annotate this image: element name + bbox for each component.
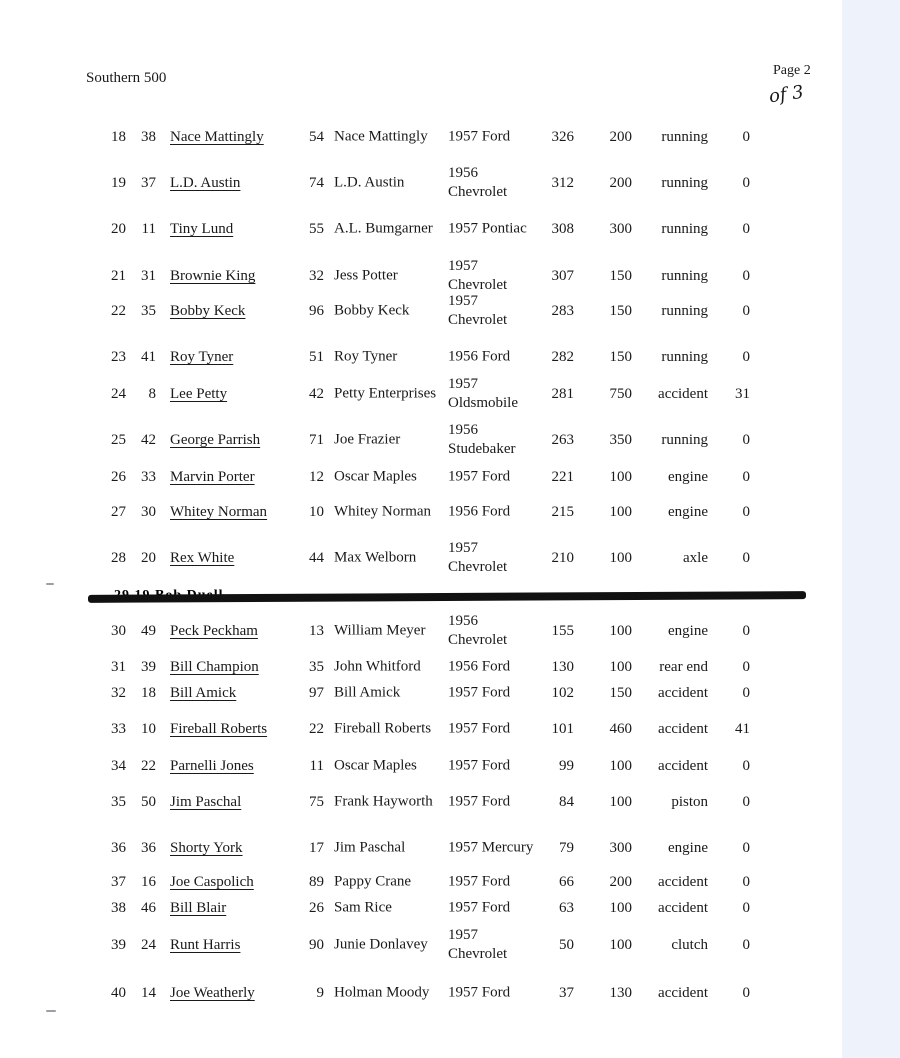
laps-cell: 101 [551, 721, 574, 737]
points-cell: 0 [742, 623, 750, 639]
points-cell: 31 [735, 386, 750, 402]
table-row [0, 971, 842, 1015]
start-cell: 30 [141, 504, 156, 520]
start-cell: 50 [141, 794, 156, 810]
driver-cell: Joe Weatherly [170, 985, 255, 1001]
money-cell: 300 [609, 221, 632, 237]
driver-cell: Marvin Porter [170, 469, 255, 485]
position-cell: 23 [111, 349, 126, 365]
vehicle-cell: 1957 Oldsmobile [448, 376, 518, 411]
laps-cell: 308 [551, 221, 574, 237]
driver-cell: Whitey Norman [170, 504, 268, 520]
status-cell: running [661, 432, 708, 448]
start-cell: 33 [141, 469, 156, 485]
status-cell: accident [658, 721, 708, 737]
driver-cell: Bobby Keck [170, 303, 246, 319]
start-cell: 11 [141, 221, 156, 237]
car-number-cell: 35 [309, 659, 324, 675]
position-cell: 36 [111, 840, 126, 856]
position-cell: 28 [111, 550, 126, 566]
car-number-cell: 71 [309, 432, 324, 448]
status-cell: engine [668, 623, 708, 639]
money-cell: 100 [609, 550, 632, 566]
status-cell: running [661, 221, 708, 237]
position-cell: 26 [111, 469, 126, 485]
position-cell: 35 [111, 794, 126, 810]
owner-cell: Sam Rice [334, 899, 392, 916]
points-cell: 0 [742, 985, 750, 1001]
car-number-cell: 97 [309, 685, 324, 701]
money-cell: 200 [609, 175, 632, 191]
driver-cell: Joe Caspolich [170, 874, 254, 890]
points-cell: 0 [742, 221, 750, 237]
table-row [0, 536, 842, 580]
points-cell: 0 [742, 840, 750, 856]
car-number-cell: 75 [309, 794, 324, 810]
money-cell: 750 [609, 386, 632, 402]
position-cell: 31 [111, 659, 126, 675]
laps-cell: 221 [551, 469, 574, 485]
laps-cell: 66 [559, 874, 574, 890]
vehicle-cell: 1957 Ford [448, 757, 511, 774]
driver-cell: Brownie King [170, 268, 256, 284]
driver-cell: Bill Blair [170, 900, 227, 916]
laps-cell: 282 [551, 349, 574, 365]
owner-cell: Max Welborn [334, 549, 417, 566]
money-cell: 100 [609, 937, 632, 953]
handwritten-page-total: of 3 [767, 81, 805, 108]
vehicle-cell: 1957 Pontiac [448, 220, 527, 237]
vehicle-cell: 1956 Studebaker [448, 422, 516, 457]
vehicle-cell: 1957 Ford [448, 873, 511, 890]
car-number-cell: 42 [309, 386, 324, 402]
status-cell: running [661, 129, 708, 145]
laps-cell: 99 [559, 758, 574, 774]
driver-cell: Nace Mattingly [170, 129, 264, 145]
points-cell: 0 [742, 504, 750, 520]
points-cell: 0 [742, 758, 750, 774]
laps-cell: 130 [551, 659, 574, 675]
status-cell: accident [658, 985, 708, 1001]
car-number-cell: 90 [309, 937, 324, 953]
vehicle-cell: 1956 Chevrolet [448, 613, 508, 648]
side-panel [842, 0, 900, 1058]
position-cell: 21 [111, 268, 126, 284]
driver-cell: Rex White [170, 550, 235, 566]
table-row [0, 923, 842, 967]
driver-cell: George Parrish [170, 432, 261, 448]
status-cell: accident [658, 874, 708, 890]
start-cell: 38 [141, 129, 156, 145]
vehicle-cell: 1957 Chevrolet [448, 258, 508, 293]
position-cell: 39 [111, 937, 126, 953]
owner-cell: Bill Amick [334, 684, 401, 701]
laps-cell: 281 [551, 386, 574, 402]
money-cell: 200 [609, 874, 632, 890]
position-cell: 30 [111, 623, 126, 639]
position-cell: 27 [111, 504, 126, 520]
status-cell: running [661, 175, 708, 191]
vehicle-cell: 1957 Mercury [448, 839, 534, 856]
money-cell: 350 [609, 432, 632, 448]
money-cell: 150 [609, 268, 632, 284]
start-cell: 18 [141, 685, 156, 701]
car-number-cell: 55 [309, 221, 324, 237]
money-cell: 200 [609, 129, 632, 145]
table-row [0, 207, 842, 251]
driver-cell: L.D. Austin [170, 175, 241, 191]
owner-cell: John Whitford [334, 658, 421, 675]
table-row [0, 289, 842, 333]
car-number-cell: 89 [309, 874, 324, 890]
driver-cell: Bill Champion [170, 659, 259, 675]
position-cell: 38 [111, 900, 126, 916]
vehicle-cell: 1956 Ford [448, 503, 511, 520]
start-cell: 39 [141, 659, 156, 675]
laps-cell: 307 [551, 268, 574, 284]
car-number-cell: 10 [309, 504, 324, 520]
laps-cell: 37 [559, 985, 574, 1001]
points-cell: 0 [742, 303, 750, 319]
money-cell: 100 [609, 469, 632, 485]
position-cell: 20 [111, 221, 126, 237]
start-cell: 22 [141, 758, 156, 774]
points-cell: 0 [742, 349, 750, 365]
status-cell: rear end [659, 659, 708, 675]
start-cell: 42 [141, 432, 156, 448]
status-cell: accident [658, 900, 708, 916]
vehicle-cell: 1956 Ford [448, 348, 511, 365]
vehicle-cell: 1957 Ford [448, 128, 511, 145]
position-cell: 34 [111, 758, 126, 774]
points-cell: 41 [735, 721, 750, 737]
laps-cell: 155 [551, 623, 574, 639]
position-cell: 32 [111, 685, 126, 701]
driver-cell: Parnelli Jones [170, 758, 254, 774]
start-cell: 49 [141, 623, 156, 639]
money-cell: 150 [609, 685, 632, 701]
table-row [0, 490, 842, 534]
position-cell: 40 [111, 985, 126, 1001]
start-cell: 37 [141, 175, 156, 191]
scan-speck [46, 583, 54, 585]
start-cell: 24 [141, 937, 156, 953]
position-cell: 33 [111, 721, 126, 737]
money-cell: 460 [609, 721, 632, 737]
position-cell: 25 [111, 432, 126, 448]
owner-cell: Junie Donlavey [334, 936, 428, 953]
position-cell: 22 [111, 303, 126, 319]
owner-cell: Jess Potter [334, 267, 398, 284]
start-cell: 41 [141, 349, 156, 365]
laps-cell: 50 [559, 937, 574, 953]
vehicle-cell: 1957 Ford [448, 720, 511, 737]
car-number-cell: 17 [309, 840, 324, 856]
status-cell: engine [668, 840, 708, 856]
car-number-cell: 96 [309, 303, 324, 319]
points-cell: 0 [742, 129, 750, 145]
document-title: Southern 500 [86, 70, 167, 86]
position-cell: 24 [111, 386, 126, 402]
status-cell: piston [671, 794, 708, 810]
owner-cell: Jim Paschal [334, 839, 406, 856]
status-cell: running [661, 268, 708, 284]
scan-speck [46, 1010, 56, 1012]
laps-cell: 210 [551, 550, 574, 566]
status-cell: accident [658, 386, 708, 402]
points-cell: 0 [742, 794, 750, 810]
driver-cell: Peck Peckham [170, 623, 258, 639]
money-cell: 130 [609, 985, 632, 1001]
driver-cell: Lee Petty [170, 386, 228, 402]
struck-out-row [88, 586, 806, 608]
car-number-cell: 32 [309, 268, 324, 284]
start-cell: 10 [141, 721, 156, 737]
money-cell: 100 [609, 758, 632, 774]
start-cell: 46 [141, 900, 156, 916]
owner-cell: William Meyer [334, 622, 426, 639]
owner-cell: Bobby Keck [334, 302, 410, 319]
owner-cell: Petty Enterprises [334, 385, 437, 402]
vehicle-cell: 1957 Ford [448, 468, 511, 485]
laps-cell: 79 [559, 840, 574, 856]
car-number-cell: 22 [309, 721, 324, 737]
table-row [0, 372, 842, 416]
vehicle-cell: 1957 Chevrolet [448, 540, 508, 575]
driver-cell: Fireball Roberts [170, 721, 268, 737]
status-cell: accident [658, 758, 708, 774]
vehicle-cell: 1957 Ford [448, 684, 511, 701]
position-cell: 19 [111, 175, 126, 191]
owner-cell: Whitey Norman [334, 503, 432, 520]
status-cell: running [661, 349, 708, 365]
car-number-cell: 9 [316, 985, 324, 1001]
position-cell: 18 [111, 129, 126, 145]
laps-cell: 63 [559, 900, 574, 916]
status-cell: accident [658, 685, 708, 701]
driver-cell: Jim Paschal [170, 794, 242, 810]
laps-cell: 283 [551, 303, 574, 319]
points-cell: 0 [742, 685, 750, 701]
points-cell: 0 [742, 268, 750, 284]
owner-cell: Fireball Roberts [334, 720, 432, 737]
car-number-cell: 74 [309, 175, 324, 191]
points-cell: 0 [742, 900, 750, 916]
start-cell: 16 [141, 874, 156, 890]
start-cell: 35 [141, 303, 156, 319]
vehicle-cell: 1957 Chevrolet [448, 927, 508, 962]
laps-cell: 102 [551, 685, 574, 701]
money-cell: 100 [609, 794, 632, 810]
table-row [0, 780, 842, 824]
money-cell: 150 [609, 303, 632, 319]
start-cell: 31 [141, 268, 156, 284]
start-cell: 36 [141, 840, 156, 856]
money-cell: 100 [609, 623, 632, 639]
start-cell: 20 [141, 550, 156, 566]
money-cell: 300 [609, 840, 632, 856]
page-number: Page 2 [773, 63, 811, 78]
laps-cell: 215 [551, 504, 574, 520]
status-cell: engine [668, 504, 708, 520]
points-cell: 0 [742, 550, 750, 566]
driver-cell: Runt Harris [170, 937, 241, 953]
vehicle-cell: 1957 Chevrolet [448, 293, 508, 328]
vehicle-cell: 1957 Ford [448, 899, 511, 916]
car-number-cell: 11 [309, 758, 324, 774]
owner-cell: Holman Moody [334, 984, 430, 1001]
position-cell: 37 [111, 874, 126, 890]
points-cell: 0 [742, 874, 750, 890]
vehicle-cell: 1956 Chevrolet [448, 165, 508, 200]
car-number-cell: 51 [309, 349, 324, 365]
laps-cell: 312 [551, 175, 574, 191]
vehicle-cell: 1956 Ford [448, 658, 511, 675]
points-cell: 0 [742, 175, 750, 191]
laps-cell: 326 [551, 129, 574, 145]
owner-cell: L.D. Austin [334, 174, 405, 191]
owner-cell: Roy Tyner [334, 348, 398, 365]
car-number-cell: 13 [309, 623, 324, 639]
car-number-cell: 54 [309, 129, 324, 145]
points-cell: 0 [742, 469, 750, 485]
table-row [0, 115, 842, 159]
car-number-cell: 12 [309, 469, 324, 485]
owner-cell: Joe Frazier [334, 431, 401, 448]
money-cell: 100 [609, 900, 632, 916]
start-cell: 14 [141, 985, 156, 1001]
owner-cell: Oscar Maples [334, 468, 417, 485]
owner-cell: Frank Hayworth [334, 793, 433, 810]
driver-cell: Roy Tyner [170, 349, 234, 365]
vehicle-cell: 1957 Ford [448, 984, 511, 1001]
vehicle-cell: 1957 Ford [448, 793, 511, 810]
start-cell: 8 [148, 386, 156, 402]
points-cell: 0 [742, 937, 750, 953]
laps-cell: 263 [551, 432, 574, 448]
owner-cell: A.L. Bumgarner [334, 220, 433, 237]
status-cell: axle [683, 550, 708, 566]
owner-cell: Pappy Crane [334, 873, 412, 890]
points-cell: 0 [742, 659, 750, 675]
status-cell: clutch [671, 937, 708, 953]
car-number-cell: 44 [309, 550, 324, 566]
status-cell: running [661, 303, 708, 319]
money-cell: 150 [609, 349, 632, 365]
car-number-cell: 26 [309, 900, 324, 916]
driver-cell: Bill Amick [170, 685, 237, 701]
table-row [0, 161, 842, 205]
driver-cell: Tiny Lund [170, 221, 234, 237]
driver-cell: Shorty York [170, 840, 243, 856]
money-cell: 100 [609, 659, 632, 675]
owner-cell: Nace Mattingly [334, 128, 428, 145]
money-cell: 100 [609, 504, 632, 520]
points-cell: 0 [742, 432, 750, 448]
laps-cell: 84 [559, 794, 574, 810]
status-cell: engine [668, 469, 708, 485]
owner-cell: Oscar Maples [334, 757, 417, 774]
